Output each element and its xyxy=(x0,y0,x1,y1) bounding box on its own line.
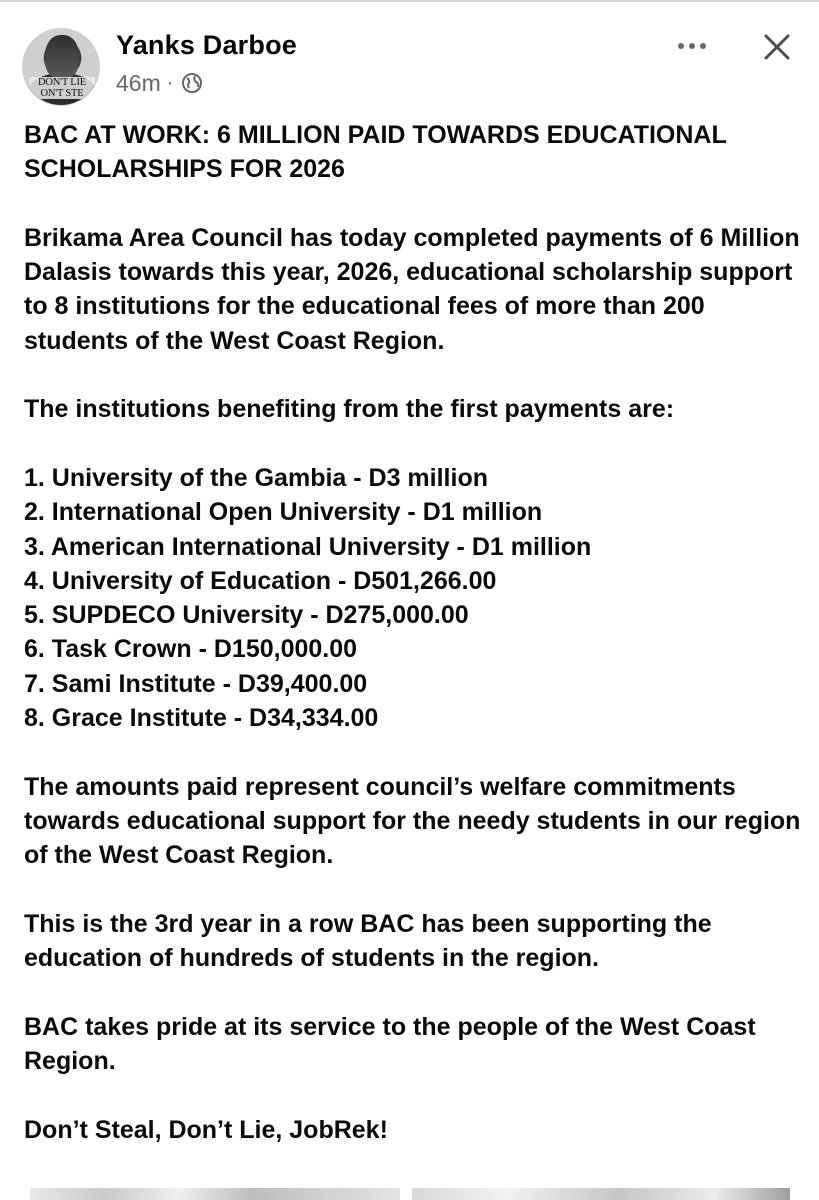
list-item: 5. SUPDECO University - D275,000.00 xyxy=(24,601,469,630)
avatar-caption-line-1: DON'T LIE xyxy=(37,77,86,88)
post-paragraph: The amounts paid represent council’s welfare commitments towards educational support for the needy students in our region of the West Coast Region. xyxy=(24,772,801,870)
list-item: 8. Grace Institute - D34,334.00 xyxy=(24,704,379,733)
attached-images-strip xyxy=(0,1188,819,1200)
list-item: 3. American International University - D1 million xyxy=(24,532,592,561)
author-name[interactable]: Yanks Darboe xyxy=(116,30,297,60)
meta-separator: · xyxy=(166,71,174,94)
avatar-caption-line-2: ON'T STE xyxy=(40,88,84,99)
attached-image[interactable] xyxy=(412,1188,790,1200)
close-icon[interactable] xyxy=(758,28,796,66)
more-dot xyxy=(678,43,684,49)
list-item: 2. International Open University - D1 million xyxy=(24,498,543,527)
post-paragraph: This is the 3rd year in a row BAC has been supporting the education of hundreds of students in the region. xyxy=(24,909,712,973)
more-dot xyxy=(689,43,695,49)
list-item: 6. Task Crown - D150,000.00 xyxy=(24,635,358,664)
more-dot xyxy=(700,43,706,49)
list-item: 7. Sami Institute - D39,400.00 xyxy=(24,669,368,698)
post-closing: Don’t Steal, Don’t Lie, JobRek! xyxy=(24,1115,388,1144)
post-headline: BAC AT WORK: 6 MILLION PAID TOWARDS EDUCATIONAL SCHOLARSHIPS FOR 2026 xyxy=(24,121,727,184)
institutions-list xyxy=(24,461,804,735)
list-item: 4. University of Education - D501,266.00 xyxy=(24,566,497,595)
post-timestamp[interactable]: 46m xyxy=(116,69,161,96)
post-header xyxy=(0,0,819,112)
avatar[interactable] xyxy=(22,28,100,106)
avatar-caption xyxy=(29,77,95,99)
post-paragraph: Brikama Area Council has today completed payments of 6 Million Dalasis towards this year, 2026, educational scholarship support to 8 institutions for the educational fees of more than 200 students of the West Coast Region. xyxy=(24,223,800,355)
post-meta xyxy=(116,68,203,98)
post-body xyxy=(24,118,804,1181)
attached-image[interactable] xyxy=(30,1188,400,1200)
avatar-face xyxy=(45,35,79,79)
more-options-icon[interactable] xyxy=(672,28,712,64)
post-paragraph: BAC takes pride at its service to the people of the West Coast Region. xyxy=(24,1012,756,1076)
list-item: 1. University of the Gambia - D3 million xyxy=(24,463,488,492)
list-intro: The institutions benefiting from the first payments are: xyxy=(24,395,675,424)
globe-icon[interactable] xyxy=(181,72,203,94)
